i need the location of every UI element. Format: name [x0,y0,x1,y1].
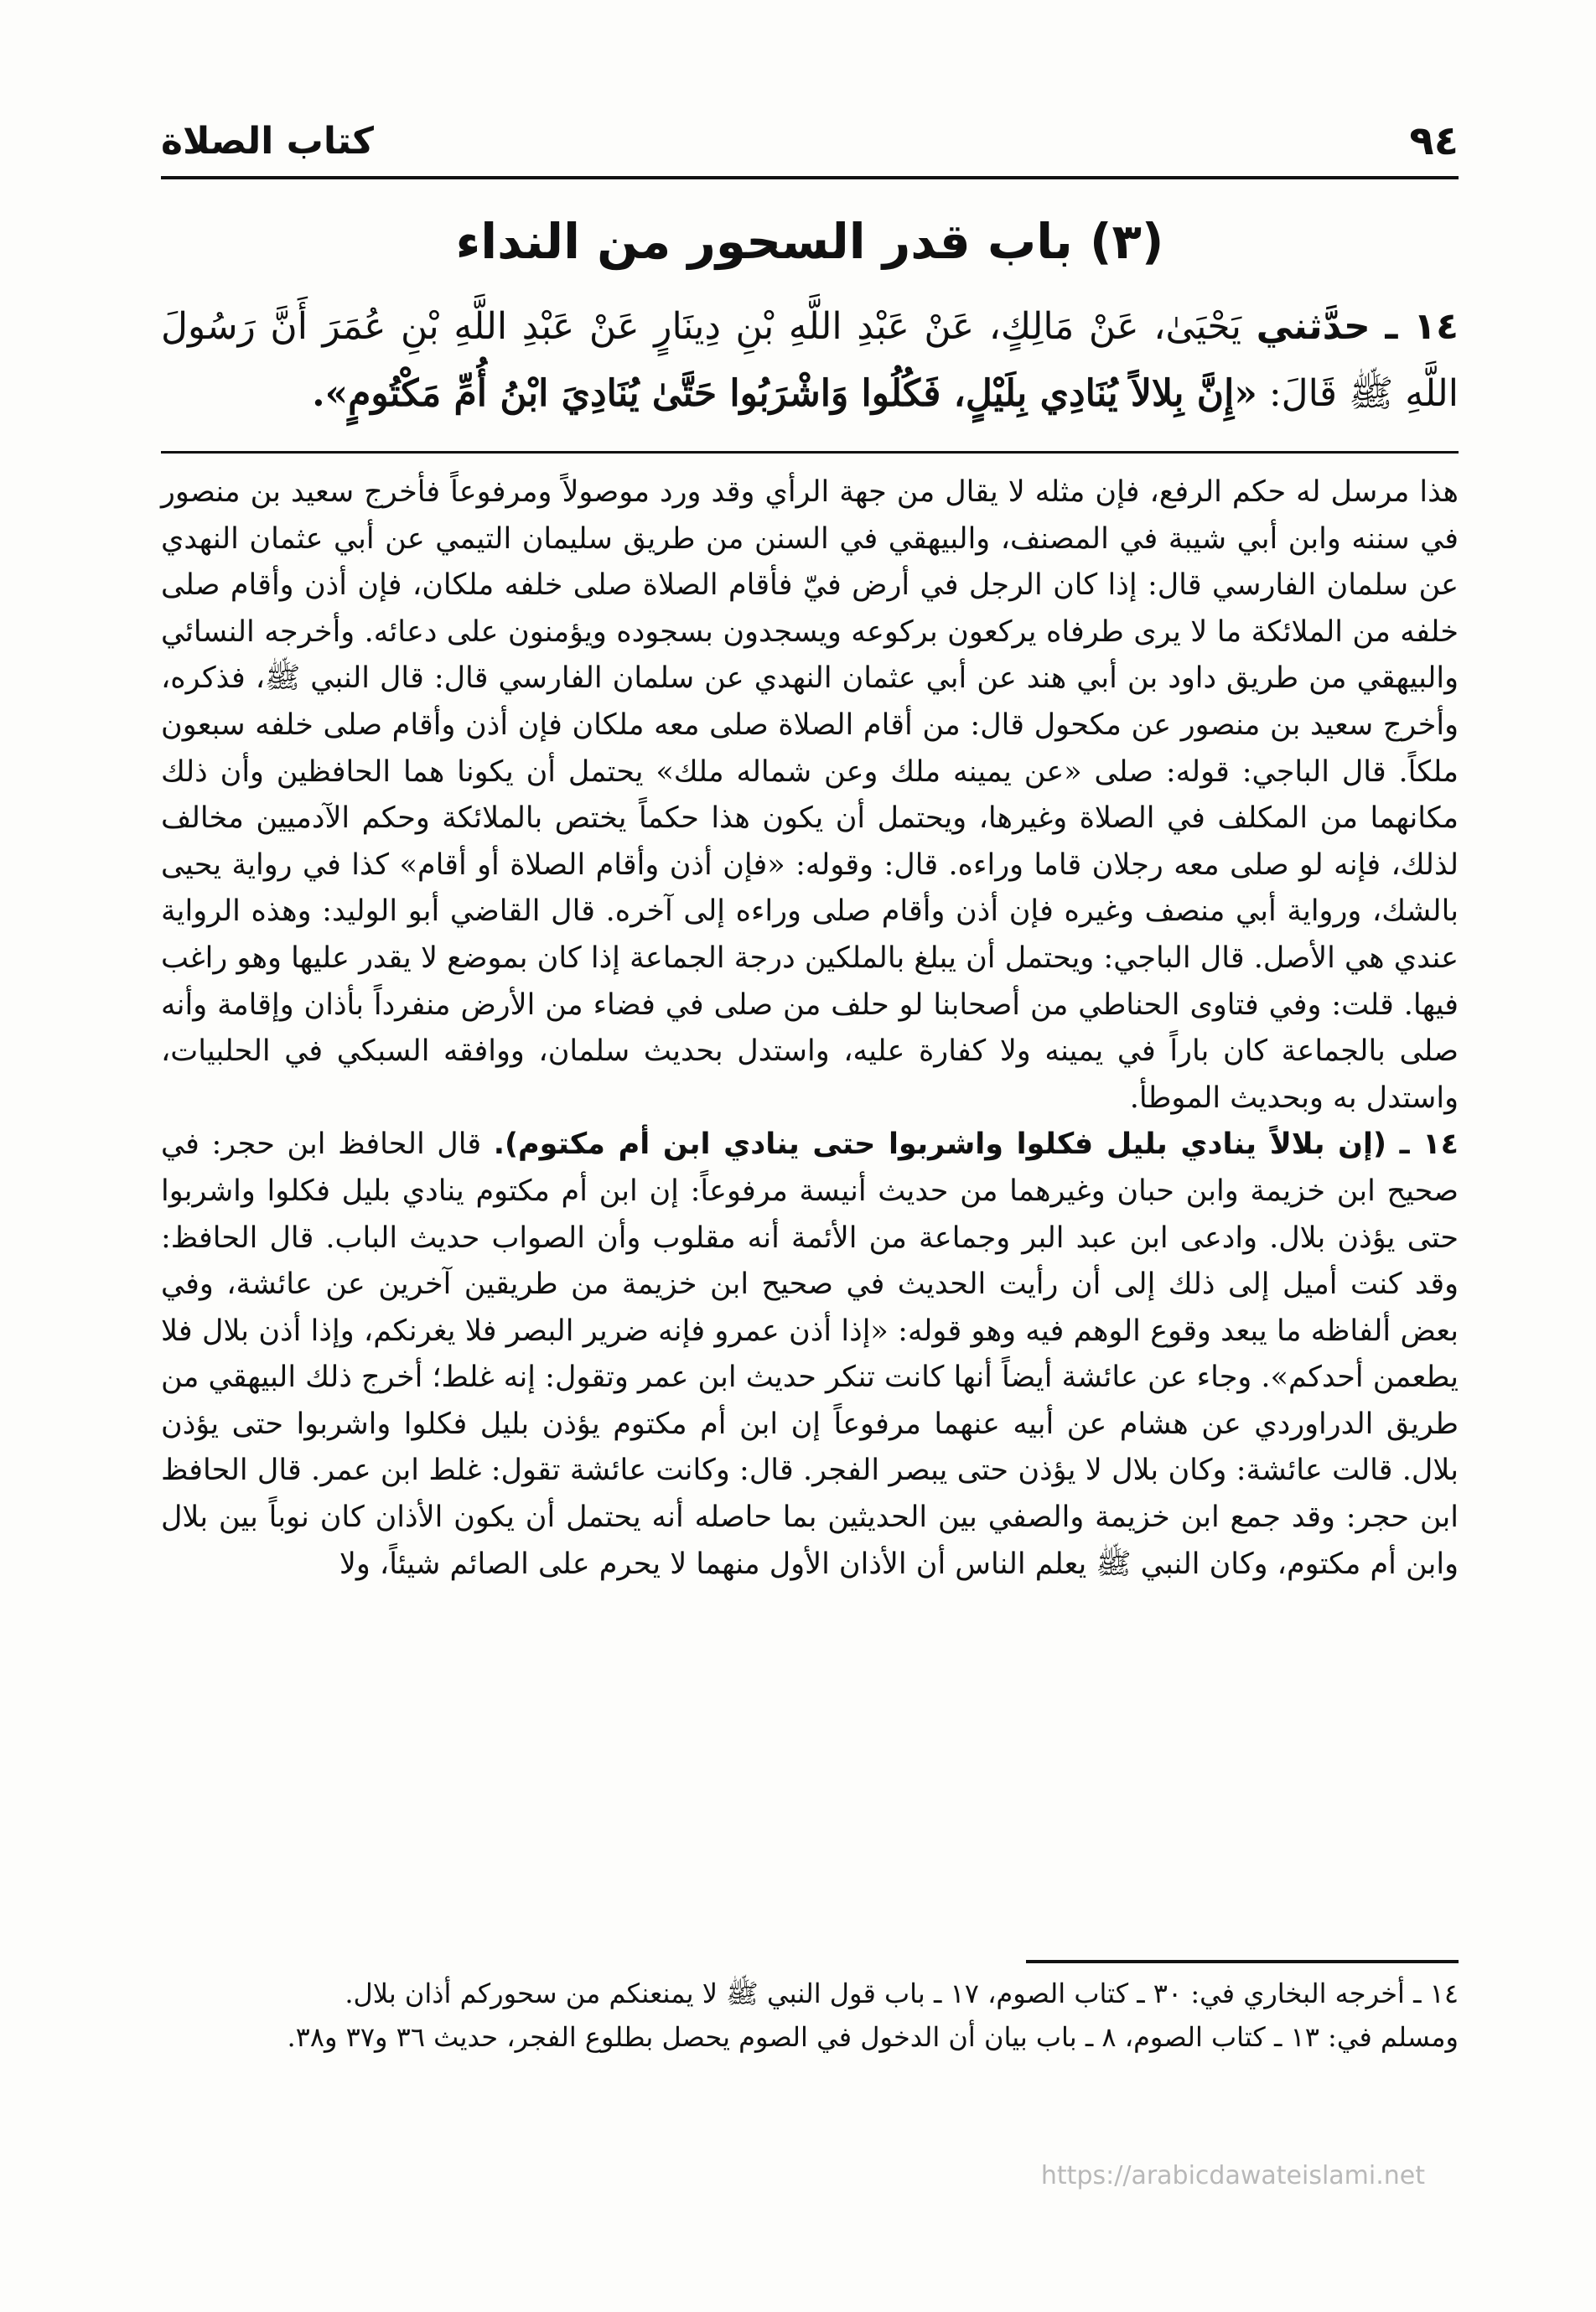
hadith-text [161,293,1459,436]
commentary-paragraph: هذا مرسل له حكم الرفع، فإن مثله لا يقال من جهة الرأي وقد ورد موصولاً ومرفوعاً فأخرج سعيد بن منصور في سننه وابن أبي شيبة في المصنف، والبيهقي في السنن من طريق سليمان التيمي عن أبي عثمان النهدي عن سلمان الفارسي قال: إذا كان الرجل في أرض فيّ فأقام الصلاة صلى خلفه ملكان، فإن أذن وأقام صلى خلفه من الملائكة ما لا يرى طرفاه يركعون بركوعه ويسجدون بسجوده ويؤمنون على دعائه. وأخرجه النسائي والبيهقي من طريق داود بن أبي هند عن أبي عثمان النهدي عن سلمان الفارسي قال: قال النبي ﷺ، فذكره، وأخرج سعيد بن منصور عن مكحول قال: من أقام الصلاة صلى معه ملكان فإن أذن وأقام صلى خلفه سبعون ملكاً. قال الباجي: قوله: صلى «عن يمينه ملك وعن شماله ملك» يحتمل أن يكونا هما الحافظين وأن ذلك مكانهما من المكلف في الصلاة وغيرها، ويحتمل أن يكون هذا حكماً يختص بالملائكة وحكم الآدميين مخالف لذلك، فإنه لو صلى معه رجلان قاما وراءه. قال: وقوله: «فإن أذن وأقام الصلاة أو أقام» كذا في رواية يحيى بالشك، ورواية أبي منصف وغيره فإن أذن وأقام صلى وراءه إلى آخره. قال القاضي أبو الوليد: وهذه الرواية عندي هي الأصل. قال الباجي: ويحتمل أن يبلغ بالملكين درجة الجماعة إذا كان بموضع لا يقدر عليها وهو راغب فيها. قلت: وفي فتاوى الحناطي من أصحابنا لو حلف من صلى في فضاء من الأرض منفرداً بأذان وإقامة وأنه صلى بالجماعة كان باراً في يمينه ولا كفارة عليه، واستدل بحديث سلمان، ووافقه السبكي في الحلبيات، واستدل به وبحديث الموطأ. [161,475,1459,1115]
footnotes [161,1972,1459,2148]
watermark-url: https://arabicdawateislami.net [1040,2161,1425,2190]
footnote-line: ١٤ ـ أخرجه البخاري في: ٣٠ ـ كتاب الصوم، ١٧ ـ باب قول النبي ﷺ لا يمنعنكم من سحوركم أذان بلال. [345,1978,1459,2009]
commentary-note-body: قال الحافظ ابن حجر: في صحيح ابن خزيمة وابن حبان وغيرهما من حديث أنيسة مرفوعاً: إن ابن أم مكتوم ينادي بليل فكلوا واشربوا حتى يؤذن بلال. وادعى ابن عبد البر وجماعة من الأئمة أنه مقلوب وأن الصواب حديث الباب. قال الحافظ: وقد كنت أميل إلى ذلك إلى أن رأيت الحديث في صحيح ابن خزيمة من طريقين آخرين عن عائشة، وفي بعض ألفاظه ما يبعد وقوع الوهم فيه وهو قوله: «إذا أذن عمرو فإنه ضرير البصر فلا يغرنكم، وإذا أذن بلال فلا يطعمن أحدكم». وجاء عن عائشة أيضاً أنها كانت تنكر حديث ابن عمر وتقول: إنه غلط؛ أخرج ذلك البيهقي من طريق الدراوردي عن هشام عن أبيه عنهما مرفوعاً إن ابن أم مكتوم يؤذن بليل فكلوا واشربوا حتى يؤذن بلال. قالت عائشة: وكان بلال لا يؤذن حتى يبصر الفجر. قال: وكانت عائشة تقول: غلط ابن عمر. قال الحافظ ابن حجر: وقد جمع ابن خزيمة والصفي بين الحديثين بما حاصله أنه يحتمل أن يكون الأذان كان نوباً بين بلال وابن أم مكتوم، وكان النبي ﷺ يعلم الناس أن الأذان الأول منهما لا يحرم على الصائم شيئاً، ولا [161,1127,1459,1581]
commentary-note-head: ١٤ ـ (إن بلالاً ينادي بليل فكلوا واشربوا حتى ينادي ابن أم مكتوم). [493,1127,1459,1162]
page-header [161,107,1459,174]
footnote-rule [1026,1960,1459,1963]
commentary-paragraph [161,1122,1459,1588]
footnote-line: ومسلم في: ١٣ ـ كتاب الصوم، ٨ ـ باب بيان أن الدخول في الصوم يحصل بطلوع الفجر، حديث ٣٦ و٣٧ و٣٨. [287,2021,1459,2053]
running-title: كتاب الصلاة [161,119,374,163]
hadith-chain: يَحْيَىٰ، عَنْ مَالِكٍ، عَنْ عَبْدِ اللَّهِ بْنِ دِينَارٍ عَنْ عَبْدِ اللَّهِ بْنِ عُمَرَ أَنَّ رَسُولَ اللَّهِ ﷺ قَالَ: [161,305,1459,415]
header-rule [161,176,1459,179]
commentary [161,469,1459,1593]
chapter-title: (٣) باب قدر السحور من النداء [455,213,1164,270]
hadith-lead: حدَّثني [1256,305,1371,348]
hadith-number: ١٤ ـ [1385,305,1459,348]
text-divider [161,451,1459,454]
hadith-quote: «إِنَّ بِلالاً يُنَادِي بِلَيْلٍ، فَكُلُوا وَاشْرَبُوا حَتَّىٰ يُنَادِيَ ابْنُ أُمِّ مَكْتُومٍ». [312,372,1257,415]
page-number: ٩٤ [1409,117,1459,164]
